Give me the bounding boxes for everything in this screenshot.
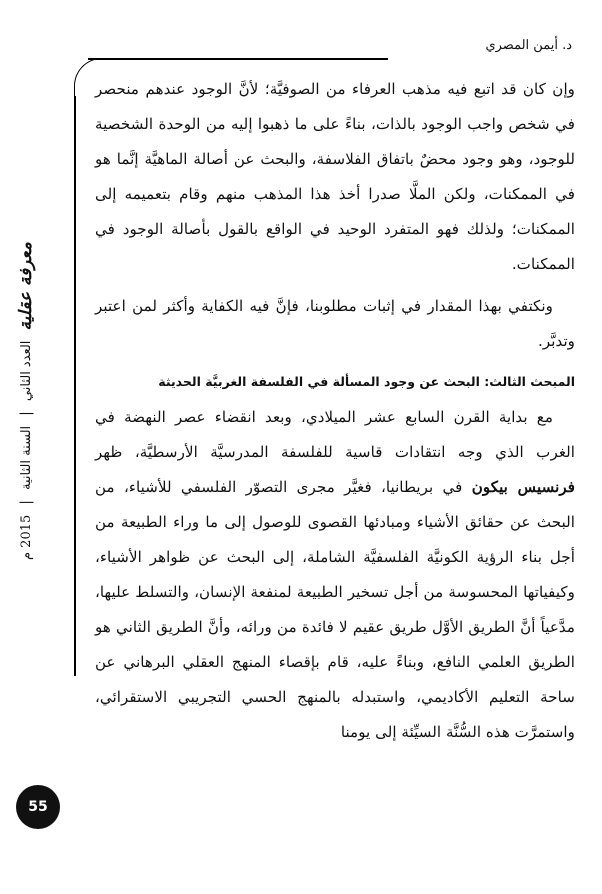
paragraph-3-text-b: في بريطانيا، فغيَّر مجرى التصوّر الفلسفي للأشياء، من البحث عن حقائق الأشياء ومبادئها القصوى للوصول إلى ما وراء الطبيعة من أجل بناء الرؤية الكونيَّة الفلسفيَّة الشاملة، إلى البحث عن ظواهر الأشياء، وكيفياتها المحسوسة من أجل تسخير الطبيعة لمنفعة الإنسان، والتسلط عليها، مدَّعياً أنَّ الطريق الأوَّل طريق عقيم لا فائدة من ورائه، وأنَّ الطريق الثاني هو الطريق العلمي النافع، وبناءً عليه، قام بإقصاء المنهج العقلي البرهاني عن ساحة التعليم الأكاديمي، واستبدله بالمنهج الحسي التجريبي الاستقرائي، واستمرَّت هذه السُّنَّة السيِّئة إلى يومنا: [95, 478, 575, 741]
paragraph-3: [95, 400, 575, 750]
sidebar-journal-info: [16, 242, 36, 560]
body-text: [95, 72, 575, 757]
year-label: السنة الثانية: [18, 425, 34, 490]
paragraph-3-bold-name: فرنسيس بيكون: [471, 478, 575, 496]
year: 2015 م: [18, 514, 34, 560]
frame-margin-line: [74, 96, 76, 676]
paragraph-3-text-a: مع بداية القرن السابع عشر الميلادي، وبعد انقضاء عصر النهضة في الغرب الذي وجه انتقادات قاسية للفلسفة المدرسيَّة الأرسطيَّة، ظهر: [95, 408, 575, 461]
paragraph-2: ونكتفي بهذا المقدار في إثبات مطلوبنا، فإنَّ فيه الكفاية وأكثر لمن اعتبر وتدبَّر.: [95, 297, 575, 350]
separator: |: [18, 411, 34, 416]
issue-label: العدد الثاني: [18, 340, 34, 402]
section-heading: المبحث الثالث: البحث عن وجود المسألة في الفلسفة الغربيَّة الحديثة: [158, 374, 575, 389]
running-header-author: د. أيمن المصري: [485, 38, 572, 53]
page-number-badge: 55: [16, 785, 60, 829]
header-rule: [88, 58, 388, 60]
journal-logo: معرفة عقلية: [16, 242, 36, 331]
separator-2: |: [18, 500, 34, 505]
paragraph-1: وإن كان قد اتبع فيه مذهب العرفاء من الصوفيَّة؛ لأنَّ الوجود عندهم منحصر في شخص واجب الوجود بالذات، بناءً على ما ذهبوا إليه من الوحدة الشخصية للوجود، وهو وجود محضٌ باتفاق الفلاسفة، والبحث عن أصالة الماهيَّة إنَّما هو في الممكنات، ولكن الملَّا صدرا أخذ هذا المذهب منهم وقام بتعميمه إلى الممكنات؛ ولذلك فهو المتفرد الوحيد في الواقع بالقول بأصالة الوجود في الممكنات.: [95, 80, 575, 273]
